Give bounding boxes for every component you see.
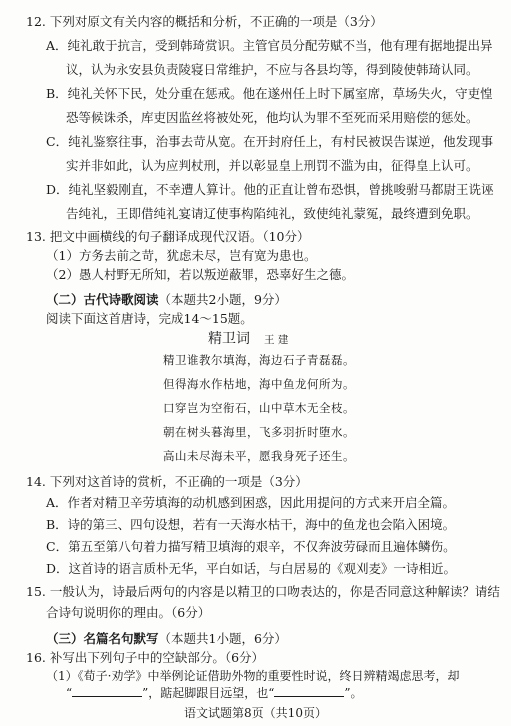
poem-line-3: 口穿岂为空衔石，山中草木无全枝。 [163,401,355,415]
q16-quote-open: “ [66,686,73,700]
poem-line-4: 朝在树头暮海里，飞多羽折时堕水。 [163,425,355,439]
q16-answer-blank-1[interactable] [72,684,142,697]
q12-option-c-line2: 实并非如此，认为应判杖刑，并以彰显皇上刑罚不滥为由，征得皇上认可。 [66,158,479,173]
q14-option-b: B．诗的第三、四句设想，若有一天海水枯干，海中的鱼龙也会陷入困境。 [46,517,456,532]
q12-option-b-line1: B．纯礼关怀下民，处分重在惩戒。他在遂州任上时下属室席，草场失火，守吏惶 [46,86,493,101]
section2-instruction: 阅读下面这首唐诗，完成14～15题。 [46,311,253,326]
section3-title: （三）名篇名句默写 [46,631,159,646]
poem-line-5: 高山未尽海未平，愿我身死子还生。 [163,449,355,463]
section2-heading [46,292,287,308]
q16-stem: 16. 补写出下列句子中的空缺部分。（6分） [26,650,265,665]
q13-sentence-2: （2）愚人村野无所知，若以叛逆蔽罪，恐辜好生之德。 [46,267,354,282]
q12-option-b-line2: 恐等候诛杀，库吏因监丝将被处死，他均认为罪不至死而采用赔偿的惩处。 [66,110,479,125]
q14-option-c: C．第五至第八句着力描写精卫填海的艰辛，不仅奔波劳碌而且遍体鳞伤。 [46,539,456,554]
q12-option-d-line1: D．纯礼坚毅刚直，不幸遭人算计。他的正直让曾布恐惧，曾挑唆驸马都尉王诜诬 [46,182,494,197]
q15-line-1: 15. 一般认为，诗最后两句的内容是以精卫的口吻表达的，你是否同意这种解读？请结 [26,584,500,599]
poem-author: 王 建 [264,334,289,346]
section2-title: （二）古代诗歌阅读 [46,292,159,307]
q12-option-c-line1: C．纯礼鉴察往事，治事去苛从宽。在开封府任上，有村民被误告谋逆，他发现事 [46,134,494,149]
q16-mid-text: ”，踮起脚跟目远望，也“ [142,686,275,700]
q16-quote-close: ”。 [344,686,363,700]
section3-note: （本题共1小题，6分） [158,631,287,646]
poem-title: 精卫词 [208,331,250,347]
page-footer: 语文试题第8页（共10页） [184,706,327,720]
q12-option-a-line1: A．纯礼敢于抗言，受到韩琦赏识。主管官员分配劳赋不当，他有理有据地提出异 [46,38,493,53]
poem-line-2: 但得海水作枯地，海中鱼龙何所为。 [163,377,355,391]
poem-title-block [208,330,288,349]
q12-stem: 12. 下列对原文有关内容的概括和分析，不正确的一项是（3分） [26,14,383,29]
q14-option-a: A．作者对精卫辛劳填海的动机感到困惑，因此用提问的方式来开启全篇。 [46,495,456,510]
q15-line-2: 合诗句说明你的理由。（6分） [46,605,211,620]
q13-sentence-1: （1）方务去前之苛，犹虑未尽，岂有宽为患也。 [46,248,317,263]
q16-answer-blank-2[interactable] [274,684,344,697]
q14-option-d: D．这首诗的语言质朴无华，平白如话，与白居易的《观刈麦》一诗相近。 [46,561,457,576]
q14-stem: 14. 下列对这首诗的赏析，不正确的一项是（3分） [26,474,308,489]
q13-stem: 13. 把文中画横线的句子翻译成现代汉语。（10分） [26,229,310,244]
poem-line-1: 精卫谁教尔填海，海边石子青磊磊。 [163,353,355,367]
q16-item-1-line2 [66,684,363,701]
section2-note: （本题共2小题，9分） [158,292,287,307]
q16-item-1-line1: （1）《荀子·劝学》中举例论证借助外物的重要性时说，终日辨精竭虑思考，却 [46,669,460,683]
q12-option-d-line2: 告纯礼，王即借纯礼宴请辽使事构陷纯礼，致使纯礼蒙冤，最终遭到免职。 [66,206,479,221]
section3-heading [46,631,287,647]
q12-option-a-line2: 议，认为永安县负责陵寝日常维护，不应与各县均等，得到陵使韩琦认同。 [66,62,479,77]
